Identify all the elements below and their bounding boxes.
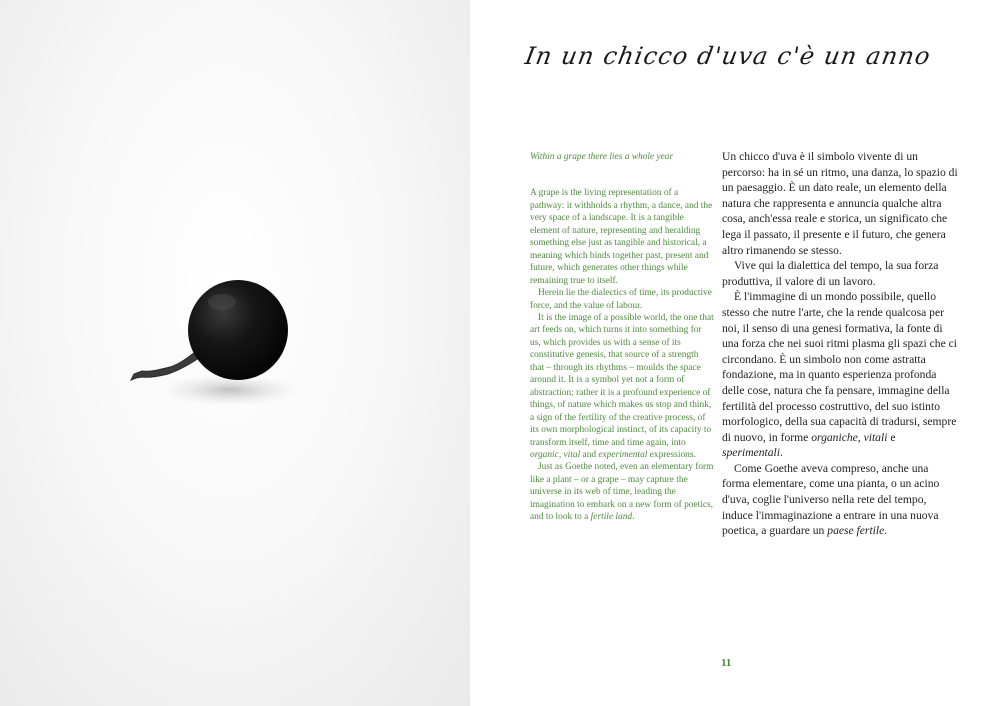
grape-photograph [0, 0, 470, 706]
grape-highlight [208, 294, 236, 310]
english-paragraph-4: Just as Goethe noted, even an elementary form like a plant – or a grape – may capture the universe in its web of time, leading the imagination to embark on a new form of poetics, and to look to a fertile land. [530, 462, 714, 523]
grape-berry [188, 280, 288, 380]
english-translation-column [530, 151, 714, 524]
italian-paragraph-3: È l'immagine di un mondo possibile, quello stesso che nutre l'arte, che la rende qualcosa per noi, il senso di una genesi formativa, la fonte di una forza che nei suoi ritmi plasma gli spazi che ci circondano. È un simbolo non come astratta fondazione, ma in quanto esperienza profonda delle cose, natura che fa pensare, immagine della fertilità del processo costruttivo, del suo istinto morfologico, della sua capacità di tradursi, sempre di nuovo, in forme organiche, vitali e sperimentali. [722, 290, 958, 460]
english-subtitle: Within a grape there lies a whole year [530, 152, 674, 162]
english-paragraph-2: Herein lie the dialectics of time, its productive force, and the value of labour. [530, 288, 712, 311]
grape-photo-page [0, 0, 470, 706]
italian-paragraph-1: Un chicco d'uva è il simbolo vivente di un percorso: ha in sé un ritmo, una danza, lo spazio di un paesaggio. È un dato reale, un elemento della natura che rappresenta e annuncia qualche altra cosa, anch'essa reale e storica, un significato che lega il passato, il presente e il futuro, che genera altro rimanendo se stesso. [722, 150, 958, 257]
page-number: 11 [721, 657, 732, 669]
italian-paragraph-2: Vive qui la dialettica del tempo, la sua forza produttiva, il valore di un lavoro. [722, 259, 939, 288]
grape-stem [131, 352, 199, 380]
english-paragraph-3: It is the image of a possible world, the one that art feeds on, which turns it into something for us, which provides us with a sense of its constitutive genesis, that source of a strength that – through its rhythms – moulds the space around it. It is a symbol yet not a form of abstraction; rather it is a profound experience of things, of nature which makes us stop and think, a sign of the fertility of the creative process, of its own morphological instinct, of its capacity to transform itself, time and time again, into organic, vital and experimental expressions. [530, 312, 714, 460]
italian-text-column [722, 149, 958, 539]
english-paragraph-1: A grape is the living representation of a pathway: it withholds a rhythm, a dance, and the very space of a landscape. It is a tangible element of nature, representing and heralding something else just as tangible and historical, a meaning which binds together past, present and future, which generates other things while remaining true to itself. [530, 188, 713, 286]
handwritten-title-text: In un chicco d'uva c'è un anno [522, 42, 934, 70]
handwritten-title [522, 30, 934, 80]
italian-paragraph-4: Come Goethe aveva compreso, anche una forma elementare, come una pianta, o un acino d'uva, coglie l'universo nella rete del tempo, induce l'immaginazione a entrare in una nuova poetica, a guardare un paese fertile. [722, 461, 940, 538]
